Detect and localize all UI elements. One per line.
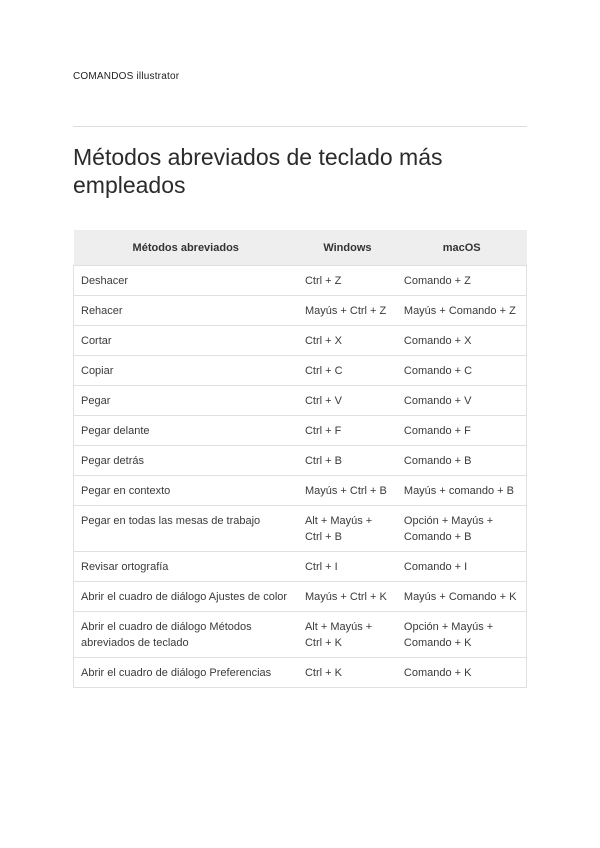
cell-action: Rehacer [74, 296, 298, 326]
table-row [74, 416, 527, 446]
table-row [74, 658, 527, 688]
cell-action: Pegar en todas las mesas de trabajo [74, 506, 298, 552]
cell-macos: Opción + Mayús + Comando + K [397, 612, 527, 658]
cell-windows: Ctrl + Z [298, 266, 397, 296]
cell-macos: Mayús + comando + B [397, 476, 527, 506]
cell-action: Pegar en contexto [74, 476, 298, 506]
cell-action: Cortar [74, 326, 298, 356]
cell-action: Pegar [74, 386, 298, 416]
table-row [74, 446, 527, 476]
cell-macos: Opción + Mayús + Comando + B [397, 506, 527, 552]
cell-action: Pegar detrás [74, 446, 298, 476]
cell-macos: Comando + X [397, 326, 527, 356]
cell-windows: Alt + Mayús + Ctrl + K [298, 612, 397, 658]
cell-action: Abrir el cuadro de diálogo Ajustes de color [74, 582, 298, 612]
cell-windows: Ctrl + X [298, 326, 397, 356]
table-row [74, 266, 527, 296]
cell-action: Deshacer [74, 266, 298, 296]
column-header-macos: macOS [397, 230, 527, 266]
header-divider [73, 126, 527, 127]
cell-macos: Comando + K [397, 658, 527, 688]
cell-windows: Mayús + Ctrl + K [298, 582, 397, 612]
cell-macos: Comando + C [397, 356, 527, 386]
cell-windows: Alt + Mayús + Ctrl + B [298, 506, 397, 552]
cell-windows: Ctrl + K [298, 658, 397, 688]
table-row [74, 326, 527, 356]
cell-macos: Mayús + Comando + Z [397, 296, 527, 326]
column-header-windows: Windows [298, 230, 397, 266]
column-header-shortcut: Métodos abreviados [74, 230, 298, 266]
cell-macos: Comando + I [397, 552, 527, 582]
table-row [74, 386, 527, 416]
table-header-row [74, 230, 527, 266]
cell-windows: Mayús + Ctrl + B [298, 476, 397, 506]
cell-windows: Ctrl + F [298, 416, 397, 446]
cell-windows: Ctrl + B [298, 446, 397, 476]
table-row [74, 476, 527, 506]
table-row [74, 296, 527, 326]
document-header-label: COMANDOS illustrator [73, 71, 180, 82]
cell-macos: Comando + Z [397, 266, 527, 296]
cell-action: Abrir el cuadro de diálogo Preferencias [74, 658, 298, 688]
cell-macos: Mayús + Comando + K [397, 582, 527, 612]
cell-action: Copiar [74, 356, 298, 386]
cell-windows: Ctrl + I [298, 552, 397, 582]
cell-windows: Mayús + Ctrl + Z [298, 296, 397, 326]
cell-macos: Comando + F [397, 416, 527, 446]
table-row [74, 552, 527, 582]
cell-windows: Ctrl + C [298, 356, 397, 386]
page-title: Métodos abreviados de teclado más empleados [73, 144, 443, 198]
cell-action: Pegar delante [74, 416, 298, 446]
cell-macos: Comando + B [397, 446, 527, 476]
table-row [74, 612, 527, 658]
cell-macos: Comando + V [397, 386, 527, 416]
cell-windows: Ctrl + V [298, 386, 397, 416]
table-row [74, 356, 527, 386]
table-row [74, 506, 527, 552]
shortcuts-table [73, 230, 527, 688]
cell-action: Revisar ortografía [74, 552, 298, 582]
table-row [74, 582, 527, 612]
cell-action: Abrir el cuadro de diálogo Métodos abreviados de teclado [74, 612, 298, 658]
